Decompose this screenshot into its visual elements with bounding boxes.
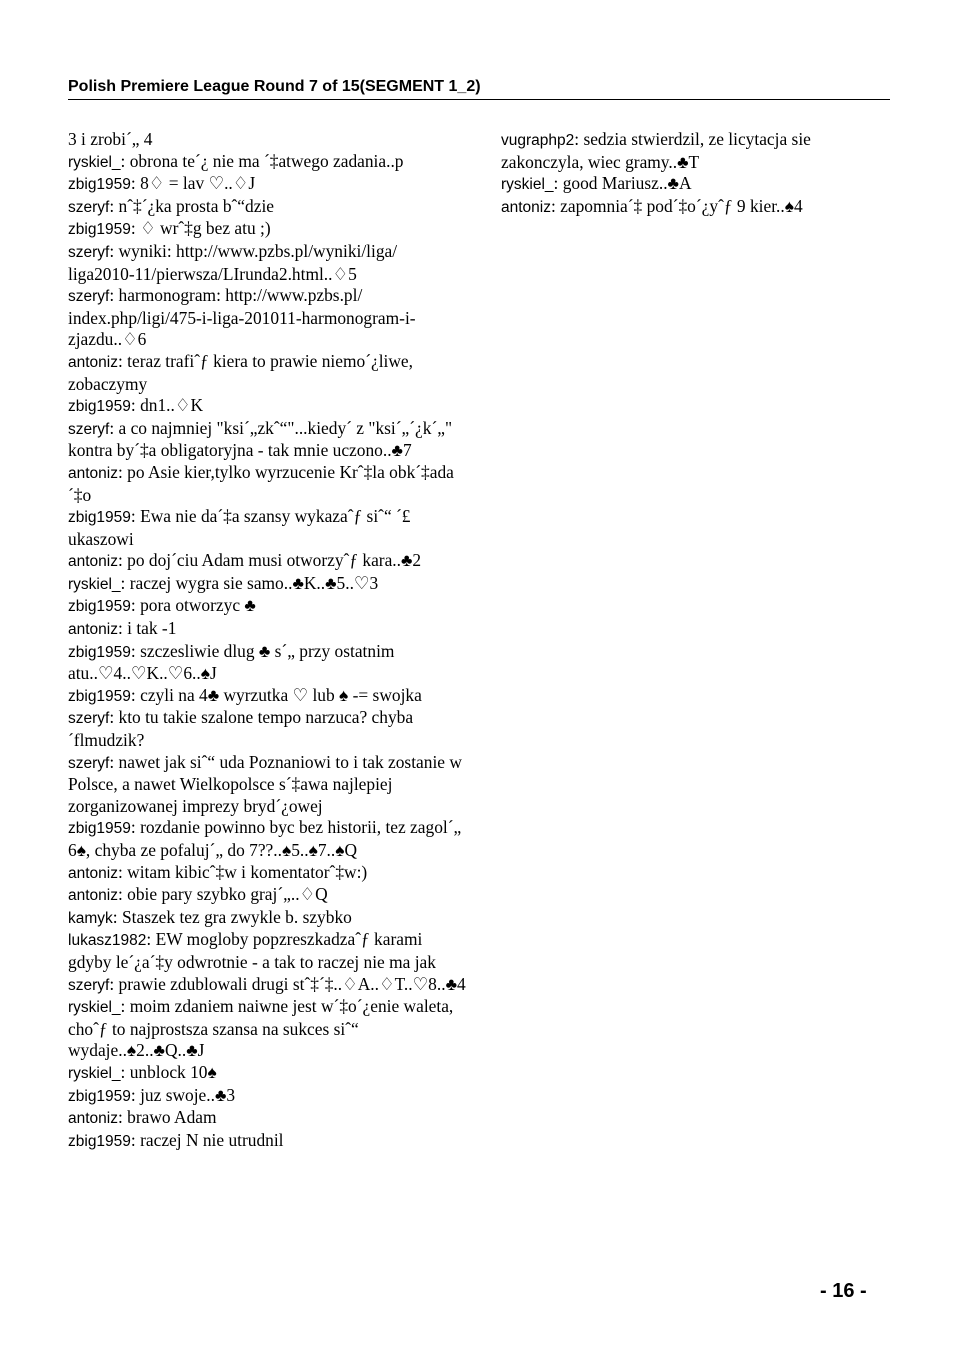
message-text: : brawo Adam	[117, 1107, 217, 1128]
message-speaker: szeryf	[68, 243, 110, 261]
chat-message	[68, 1130, 466, 1153]
chat-message	[68, 218, 466, 241]
message-speaker: antoniz	[68, 621, 118, 639]
left-column	[68, 129, 466, 1152]
message-speaker: antoniz	[501, 198, 551, 216]
chat-message	[68, 506, 466, 550]
message-text: : nˆ‡´¿ka prosta bˆ“dzie	[109, 195, 274, 216]
chat-message	[68, 707, 466, 751]
message-speaker: antoniz	[68, 1110, 118, 1128]
message-speaker: szeryf	[68, 976, 110, 994]
chat-message	[68, 996, 466, 1062]
chat-message	[68, 929, 466, 973]
chat-message	[68, 285, 466, 351]
message-text: : sedzia stwierdzil, ze licytacja sie zakonczyla, wiec gramy..♣T	[501, 129, 811, 172]
chat-message	[68, 462, 466, 506]
message-text: : po doj´ciu Adam musi otworzyˆƒ kara..♣2	[117, 550, 422, 571]
message-speaker: zbig1959	[68, 687, 131, 705]
message-text: : i tak -1	[117, 618, 177, 639]
chat-message	[68, 1062, 466, 1085]
message-text: : po Asie kier,tylko wyrzucenie Krˆ‡la obk´‡ada´‡o	[68, 461, 454, 505]
message-text: 3 i zrobi´„ 4	[68, 129, 153, 149]
message-text: : EW mogloby popzreszkadzaˆƒ karami gdyby le´¿a´‡y odwrotnie - a tak to raczej nie ma jak	[68, 929, 436, 972]
chat-message	[68, 550, 466, 573]
chat-message	[68, 641, 466, 685]
page-number: - 16 -	[820, 1280, 867, 1302]
message-speaker: zbig1959	[68, 820, 131, 838]
message-speaker: kamyk	[68, 909, 113, 927]
chat-message	[68, 573, 466, 596]
chat-message	[68, 173, 466, 196]
right-column	[501, 129, 896, 218]
chat-message	[68, 618, 466, 641]
message-text: : raczej wygra sie samo..♣K..♣5..♡3	[120, 572, 379, 593]
message-speaker: szeryf	[68, 288, 110, 306]
message-text: : witam kibicˆ‡w i komentatorˆ‡w:)	[117, 861, 368, 882]
message-text: : dn1..♢K	[130, 395, 204, 416]
message-text: : juz swoje..♣3	[130, 1084, 236, 1105]
chat-message	[68, 129, 466, 151]
message-text: : raczej N nie utrudnil	[130, 1129, 284, 1150]
message-text: : a co najmniej "ksi´„zkˆ“"...kiedy´ z "ksi´„´¿k´„" kontra by´‡a obligatoryjna - tak mnie uczono..♣7	[68, 417, 453, 461]
message-speaker: zbig1959	[68, 509, 131, 527]
message-speaker: szeryf	[68, 754, 110, 772]
message-speaker: szeryf	[68, 710, 110, 728]
message-speaker: szeryf	[68, 420, 110, 438]
message-text: : harmonogram: http://www.pzbs.pl/ index.php/ligi/475-i-liga-201011-harmonogram-i-zjazdu..♢6	[68, 285, 416, 350]
message-text: : moim zdaniem naiwne jest w´‡o´¿enie waleta, choˆƒ to najprostsza szansa na sukces siˆ“ wydaje..♠2..♣Q..♣J	[68, 996, 454, 1061]
message-text: : ♢ wrˆ‡g bez atu ;)	[130, 218, 271, 239]
message-speaker: zbig1959	[68, 398, 131, 416]
message-text: : good Mariusz..♣A	[553, 173, 692, 194]
message-speaker: ryskiel_	[68, 1064, 121, 1082]
chat-message	[68, 884, 466, 907]
message-speaker: antoniz	[68, 464, 118, 482]
message-speaker: antoniz	[68, 887, 118, 905]
message-speaker: ryskiel_	[68, 153, 121, 171]
chat-message	[68, 196, 466, 219]
message-speaker: szeryf	[68, 198, 110, 216]
message-text: : zapomnia´‡ pod´‡o´¿yˆƒ 9 kier..♠4	[550, 195, 803, 216]
chat-message	[68, 1107, 466, 1130]
message-text: : obrona te´¿ nie ma ´‡atwego zadania..p	[120, 150, 404, 171]
chat-message	[501, 129, 896, 173]
chat-message	[68, 418, 466, 462]
message-speaker: zbig1959	[68, 176, 131, 194]
message-text: : czyli na 4♣ wyrzutka ♡ lub ♠ -= swojka	[130, 684, 422, 705]
chat-message	[68, 1085, 466, 1108]
message-speaker: ryskiel_	[501, 176, 554, 194]
message-speaker: ryskiel_	[68, 999, 121, 1017]
message-speaker: zbig1959	[68, 1132, 131, 1150]
message-text: : unblock 10♠	[120, 1061, 217, 1082]
message-text: : rozdanie powinno byc bez historii, tez zagol´„ 6♠, chyba ze pofaluj´„ do 7??..♠5..♠7..♠Q	[68, 817, 462, 860]
message-speaker: antoniz	[68, 353, 118, 371]
message-text: : prawie zdublowali drugi stˆ‡´‡..♢A..♢T..♡8..♣4	[109, 973, 466, 994]
message-text: : Ewa nie da´‡a szansy wykazaˆƒ siˆ“ ´£ ukaszowi	[68, 506, 411, 549]
chat-message	[68, 595, 466, 618]
chat-message	[68, 907, 466, 930]
chat-message	[68, 395, 466, 418]
message-text: : kto tu takie szalone tempo narzuca? chyba ´flmudzik?	[68, 707, 414, 751]
header-title: Polish Premiere League Round 7 of 15(SEGMENT 1_2)	[68, 78, 481, 95]
chat-message	[501, 173, 896, 196]
message-text: : nawet jak siˆ“ uda Poznaniowi to i tak zostanie w Polsce, a nawet Wielkopolsce s´‡awa najlepiej zorganizowanej imprezy bryd´¿owej	[68, 751, 462, 816]
chat-message	[68, 974, 466, 997]
message-speaker: ryskiel_	[68, 575, 121, 593]
chat-message	[68, 862, 466, 885]
message-speaker: lukasz1982	[68, 932, 147, 950]
chat-message	[501, 196, 896, 219]
chat-message	[68, 752, 466, 818]
message-text: : 8♢ = lav ♡..♢J	[130, 173, 256, 194]
chat-message	[68, 817, 466, 861]
chat-message	[68, 685, 466, 708]
message-text: : teraz trafiˆƒ kiera to prawie niemo´¿liwe, zobaczymy	[68, 350, 413, 394]
message-speaker: zbig1959	[68, 643, 131, 661]
chat-message	[68, 241, 466, 285]
message-text: : szczesliwie dlug ♣ s´„ przy ostatnim atu..♡4..♡K..♡6..♠J	[68, 640, 395, 684]
message-text: : Staszek tez gra zwykle b. szybko	[112, 906, 352, 927]
message-text: : wyniki: http://www.pzbs.pl/wyniki/liga/ liga2010-11/pierwsza/LIrunda2.html..♢5	[68, 240, 398, 284]
message-speaker: zbig1959	[68, 221, 131, 239]
message-speaker: zbig1959	[68, 598, 131, 616]
message-text: : pora otworzyc ♣	[130, 595, 256, 616]
chat-message	[68, 351, 466, 395]
page-header	[68, 78, 890, 100]
message-text: : obie pary szybko graj´„..♢Q	[117, 884, 328, 905]
chat-message	[68, 151, 466, 174]
message-speaker: antoniz	[68, 864, 118, 882]
message-speaker: vugraphp2	[501, 132, 575, 149]
message-speaker: antoniz	[68, 553, 118, 571]
message-speaker: zbig1959	[68, 1087, 131, 1105]
